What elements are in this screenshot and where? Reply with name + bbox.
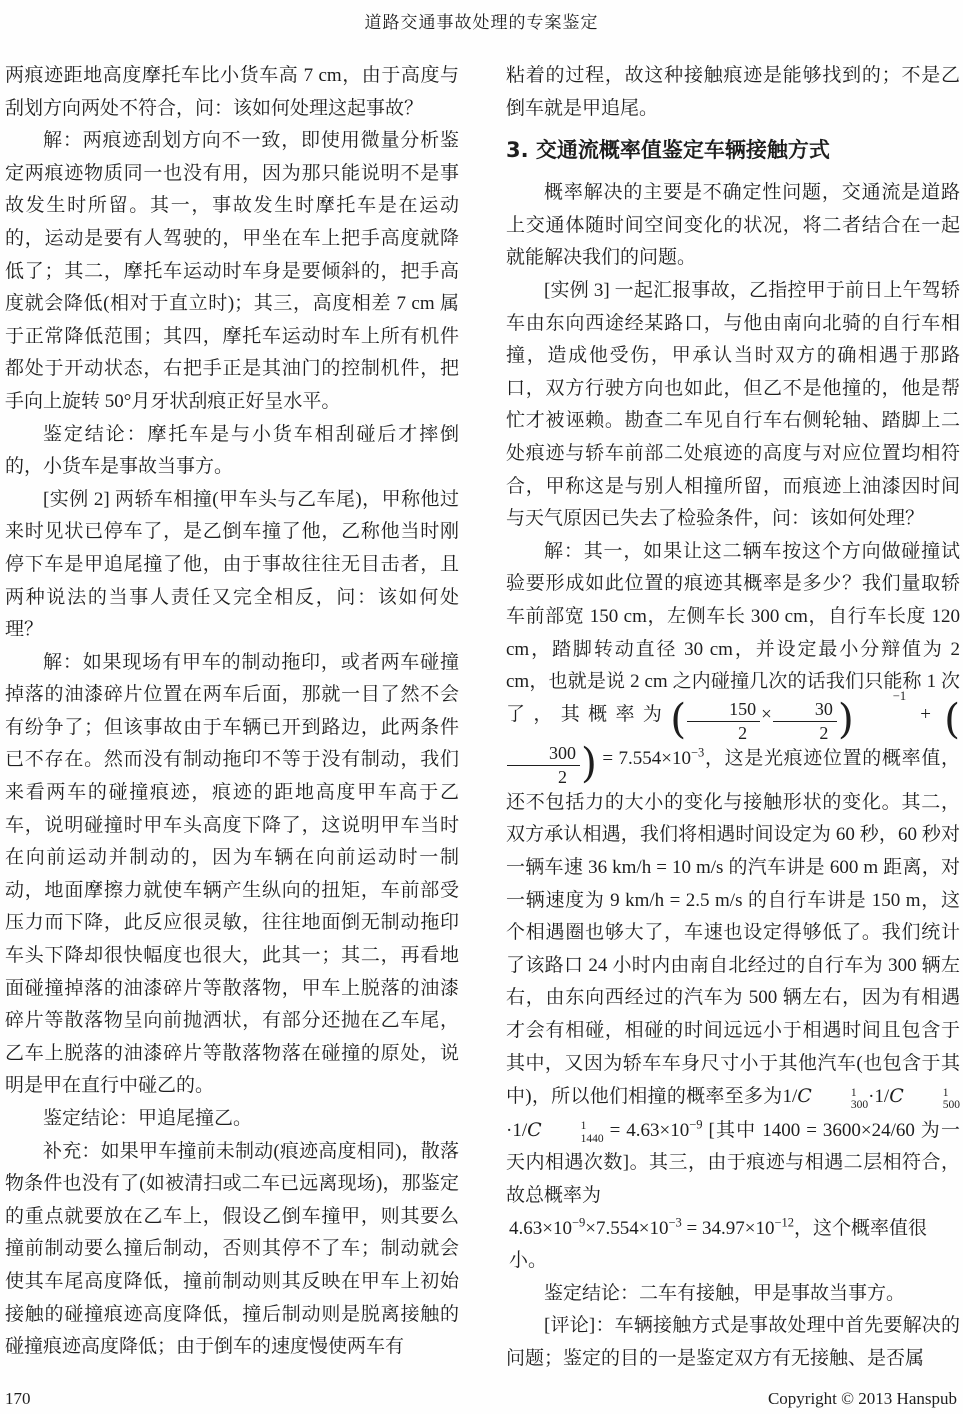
- running-header: 道路交通事故处理的专案鉴定: [364, 13, 599, 32]
- combination-symbol: [889, 1085, 960, 1112]
- exponent-superscript: −9: [571, 1215, 586, 1230]
- paragraph: [评论]：车辆接触方式是事故处理中首先要解决的问题；鉴定的目的一是鉴定双方有无接触、是否属: [506, 1315, 960, 1369]
- big-parenthesis: ): [581, 738, 597, 787]
- paragraph: 鉴定结论：甲追尾撞乙。: [43, 1108, 253, 1129]
- fraction-denominator: 2: [819, 722, 829, 743]
- combination-letter: C: [527, 1118, 542, 1141]
- combination-letter: C: [889, 1085, 904, 1108]
- exponent-superscript: −9: [689, 1117, 703, 1132]
- fraction: [687, 699, 760, 742]
- formula-line: $4.63\times 10^{-9}\times 7.554\times 10^{-3} = 34.97\times 10^{-12}$，这个概率值很小。: [509, 1215, 928, 1272]
- paragraph: 概率解决的主要是不确定性问题，交通流是道路上交通体随时间空间变化的状况，将二者结合在一起就能解决我们的问题。: [506, 182, 960, 269]
- exponent-superscript: −3: [690, 745, 705, 760]
- combination-letter: C: [797, 1085, 812, 1108]
- fraction: [773, 699, 837, 742]
- combination-indices: [905, 1087, 960, 1113]
- paragraph: 鉴定结论：二车有接触，甲是事故当事方。: [544, 1282, 906, 1304]
- paragraph: [实例 3] 一起汇报事故，乙指控甲于前日上午驾轿车由东向西途经某路口，与他由南向北骑的自行车相撞，造成他受伤，甲承认当时双方的确相遇于那路口，双方行驶方向也如此，但乙不是他撞的，他是帮忙才被诬赖。勘查二车见自行车右侧轮轴、踏脚上二处痕迹与轿车前部二处痕迹的高度与对应位置均相符合，甲称这是与别人相撞所留，而痕迹上油漆因时间与天气原因已失去了检验条件，问：该如何处理？: [506, 279, 960, 530]
- combination-indices: [543, 1120, 604, 1146]
- exponent-superscript: −12: [774, 1215, 795, 1230]
- fraction-denominator: 2: [738, 722, 748, 743]
- fraction-numerator: 30: [773, 699, 837, 721]
- combination-subscript: 300: [850, 1099, 869, 1112]
- page-number: 170: [5, 1389, 31, 1408]
- big-parenthesis: (: [944, 694, 960, 743]
- paragraph: 粘着的过程，故这种接触痕迹是能够找到的；不是乙倒车就是甲追尾。: [506, 65, 960, 119]
- combination-symbol: [797, 1085, 869, 1112]
- combination-superscript: 1: [942, 1086, 949, 1099]
- paragraph: 鉴定结论：摩托车是与小货车相刮碰后才摔倒的，小货车是事故当事方。: [5, 423, 459, 478]
- fraction-numerator: 150: [687, 699, 760, 721]
- section-heading: 3. 交通流概率值鉴定车辆接触方式: [506, 138, 830, 163]
- paragraph: [实例 2] 两轿车相撞(甲车头与乙车尾)，甲称他过来时见状已停车了，是乙倒车撞了他，乙称他当时刚停下车是甲追尾撞了他，由于事故往往无目击者，且两种说法的当事人责任又完全相反，问：该如何处理？: [5, 488, 459, 641]
- fraction-denominator: 2: [558, 766, 567, 787]
- big-parenthesis: (: [670, 694, 687, 743]
- paragraph: 解：两痕迹刮划方向不一致，即使用微量分析鉴定两痕迹物质同一也没有用，因为那只能说明不是事故发生时所留。其一，事故发生时摩托车是在运动的，运动是要有人驾驶的，甲坐在车上把手高度就降低了；其二，摩托车运动时车身是要倾斜的，把手高度就会降低(相对于直立时)；其三，高度相差 7 cm 属于正常降低范围；其四，摩托车运动时车上所有机件都处于开动状态，右把手正是其油门的控制机件，把手向上旋转 50°月牙状刮痕正好呈水平。: [5, 130, 459, 412]
- combination-subscript: 500: [942, 1099, 960, 1112]
- fraction-numerator: 300: [507, 743, 580, 765]
- right-column: [506, 60, 960, 1375]
- big-parenthesis: ): [837, 694, 854, 743]
- copyright-notice: Copyright © 2013 Hanspub: [767, 1389, 957, 1408]
- combination-symbol: [527, 1118, 604, 1146]
- left-column: [5, 60, 459, 1364]
- exponent-superscript: −3: [668, 1215, 682, 1230]
- combination-superscript: 1: [850, 1086, 857, 1099]
- combination-superscript: 1: [580, 1120, 587, 1133]
- fraction: [507, 743, 580, 786]
- combination-subscript: 1440: [580, 1133, 604, 1146]
- combination-indices: [813, 1087, 868, 1113]
- paragraph: 两痕迹距地高度摩托车比小货车高 7 cm，由于高度与刮划方向两处不符合，问：该如何处理这起事故？: [5, 65, 459, 119]
- paragraph: 补充：如果甲车撞前未制动(痕迹高度相同)，散落物条件也没有了(如被清扫或二车已远离现场)，那鉴定的重点就要放在乙车上，假设乙倒车撞甲，则其要么撞前制动要么撞后制动，否则其停不了车；制动就会使其车尾高度降低，撞前制动则其反映在甲车上初始接触的碰撞痕迹高度降低，撞后制动则是脱离接触的碰撞痕迹高度降低；由于倒车的速度慢使两车有: [5, 1140, 459, 1358]
- paragraph: 解：如果现场有甲车的制动拖印，或者两车碰撞掉落的油漆碎片位置在两车后面，那就一目了然不会有纷争了；但该事故由于车辆已开到路边，此两条件已不存在。然而没有制动拖印不等于没有制动，我们来看两车的碰撞痕迹，痕迹的距地高度甲车高于乙车，说明碰撞时甲车头高度下降了，这说明甲车当时在向前运动并制动的，因为车辆在向前运动时一制动，地面摩擦力就使车辆产生纵向的扭矩，车前部受压力而下降，此反应很灵敏，往往地面倒无制动拖印车头下降却很快幅度也很大，此其一；其二，再看地面碰撞掉落的油漆碎片等散落物，甲车上脱落的油漆碎片等散落物呈向前抛洒状，有部分还抛在乙车尾，乙车上脱落的油漆碎片等散落物落在碰撞的原处，说明是甲在直行中碰乙的。: [5, 651, 459, 1097]
- paragraph: 解：其一，如果让这二辆车按这个方向做碰撞试验要形成如此位置的痕迹其概率是多少？我们量取轿车前部宽 150 cm，左侧车长 300 cm，自行车长度 120 cm，踏脚转动直径 30 cm，并设定最小分辩值为 2 cm，也就是说 2 cm 之内碰撞几次的话我们只能称 1 次了，其概率为( $\frac{150}{2}$ × $\frac{30}{2}$ ) −1 + ( $\frac{300}{2}$ ) = $7.554\times 10^{-3}$，这是光痕迹位置的概率值，还不包括力的大小的变化与接触形状的变化。其二，双方承认相遇，我们将相遇时间设定为 60 秒，60 秒对一辆车速 36 km/h = 10 m/s 的汽车讲是 600 m 距离，对一辆速度为 9 km/h = 2.5 m/s 的自行车讲是 150 m，这个相遇圈也够大了，车速也设定得够低了。我们统计了该路口 24 小时内由南自北经过的自行车为 300 辆左右，由东向西经过的汽车为 500 辆左右，因为有相遇才会有相碰，相碰的时间远远小于相遇时间且包含于其中，又因为轿车车身尺寸小于其他汽车(也包含于其中)，所以他们相撞的概率至多为1/C 1 300 ·1/C 1 500 ·1/C 1 1440 = $4.63\times 10^{-9}$ [其中 1400 = 3600×24/60 为一天内相遇次数]。其三，由于痕迹与相遇二层相符合，故总概率为: [506, 540, 960, 1206]
